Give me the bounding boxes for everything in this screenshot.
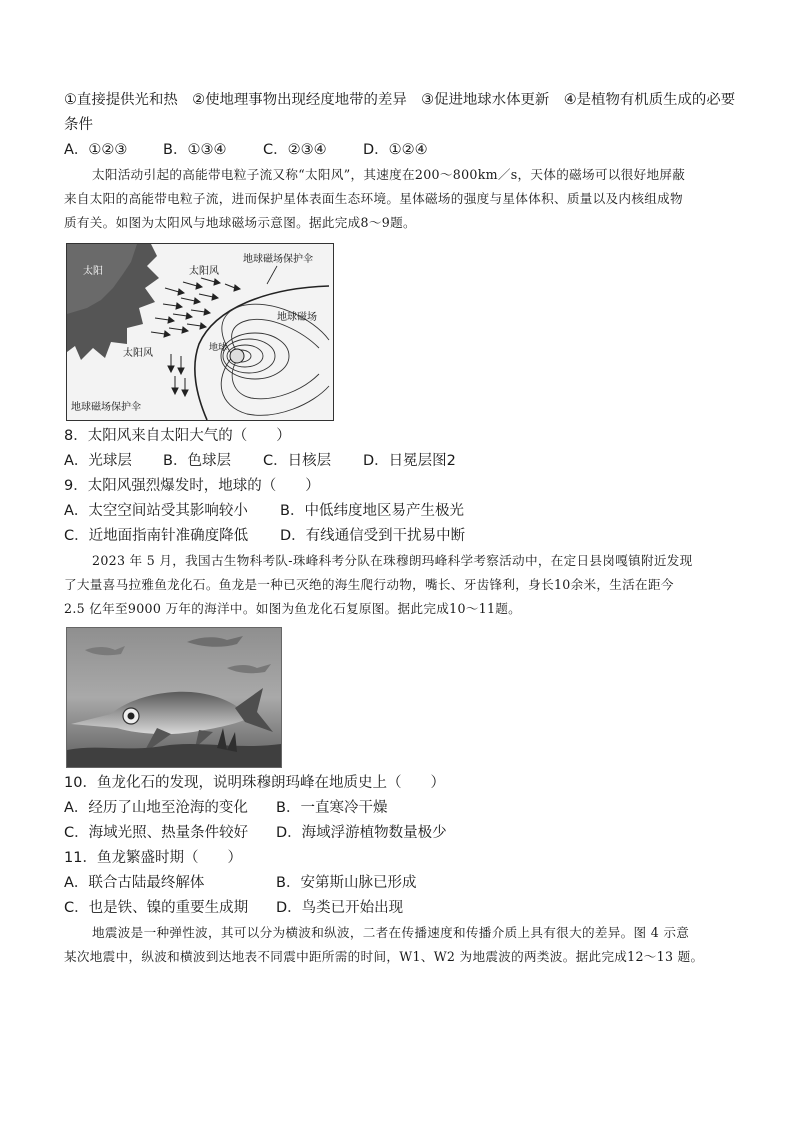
q9-option-c: C．近地面指南针准确度降低	[64, 528, 249, 544]
question-11: 11．鱼龙繁盛时期（ ）	[64, 850, 242, 866]
solar-wind-figure	[66, 243, 334, 421]
q8-option-a: A．光球层	[64, 453, 132, 469]
q9-option-b: B．中低纬度地区易产生极光	[280, 503, 464, 519]
earth-label: 地球	[209, 343, 228, 353]
q7-option-d: D．①②④	[363, 142, 428, 158]
q7-option-b: B．①③④	[163, 142, 227, 158]
q10-option-b: B．一直寒冷干燥	[276, 800, 388, 816]
q11-option-d: D．鸟类已开始出现	[276, 900, 404, 916]
q10-option-a: A．经历了山地至沧海的变化	[64, 800, 248, 816]
q7-option-c: C．②③④	[263, 142, 327, 158]
q7-option-a: A．①②③	[64, 142, 128, 158]
q7-statements: ①直接提供光和热 ②使地理事物出现经度地带的差异 ③促进地球水体更新 ④是植物有机质生成的必要	[64, 92, 736, 108]
solar-wind-diagram	[67, 244, 333, 420]
q9-option-d: D．有线通信受到干扰易中断	[280, 528, 466, 544]
q8-option-c: C．日核层	[263, 453, 332, 469]
question-9: 9．太阳风强烈爆发时，地球的（ ）	[64, 478, 320, 494]
shield-label-top: 地球磁场保护伞	[243, 254, 313, 265]
earth-shape	[230, 349, 244, 363]
passage-solar-wind-3: 质有关。如图为太阳风与地球磁场示意图。据此完成8～9题。	[64, 215, 416, 230]
q9-option-a: A．太空空间站受其影响较小	[64, 503, 248, 519]
solar-wind-label-top: 太阳风	[189, 266, 219, 277]
q10-option-c: C．海域光照、热量条件较好	[64, 825, 249, 841]
passage-ichthyosaur-3: 2.5 亿年至9000 万年的海洋中。如图为鱼龙化石复原图。据此完成10～11题。	[64, 601, 522, 616]
q8-option-d: D．日冕层图2	[363, 453, 456, 469]
passage-solar-wind-2: 来自太阳的高能带电粒子流，进而保护星体表面生态环境。星体磁场的强度与星体体积、质量以及内核组成物	[64, 191, 683, 206]
shield-label-bottom: 地球磁场保护伞	[71, 402, 141, 413]
q11-option-c: C．也是铁、镍的重要生成期	[64, 900, 249, 916]
passage-solar-wind-1: 太阳活动引起的高能带电粒子流又称“太阳风”，其速度在200～800km／s，天体的磁场可以很好地屏蔽	[92, 167, 686, 182]
q8-option-b: B．色球层	[163, 453, 231, 469]
passage-ichthyosaur-1: 2023 年 5 月，我国古生物科考队-珠峰科考分队在珠穆朗玛峰科学考察活动中，在定日县岗嘎镇附近发现	[92, 553, 693, 568]
question-10: 10．鱼龙化石的发现，说明珠穆朗玛峰在地质史上（ ）	[64, 775, 445, 791]
passage-ichthyosaur-2: 了大量喜马拉雅鱼龙化石。鱼龙是一种已灭绝的海生爬行动物，嘴长、牙齿锋利，身长10余米，生活在距今	[64, 577, 674, 592]
sun-label: 太阳	[83, 266, 103, 277]
solar-wind-label-left: 太阳风	[123, 348, 153, 359]
question-8: 8．太阳风来自太阳大气的（ ）	[64, 428, 291, 444]
passage-seismic-2: 某次地震中，纵波和横波到达地表不同震中距所需的时间，W1、W2 为地震波的两类波。据此完成12～13 题。	[64, 949, 704, 964]
q7-statements-cont: 条件	[64, 117, 93, 133]
magnetic-field-label: 地球磁场	[277, 312, 317, 323]
passage-seismic-1: 地震波是一种弹性波，其可以分为横波和纵波，二者在传播速度和传播介质上具有很大的差异。图 4 示意	[92, 925, 690, 940]
q10-option-d: D．海域浮游植物数量极少	[276, 825, 447, 841]
q11-option-b: B．安第斯山脉已形成	[276, 875, 417, 891]
ichthyosaur-figure	[66, 627, 282, 768]
ichthyosaur-image	[67, 628, 281, 767]
q11-option-a: A．联合古陆最终解体	[64, 875, 205, 891]
